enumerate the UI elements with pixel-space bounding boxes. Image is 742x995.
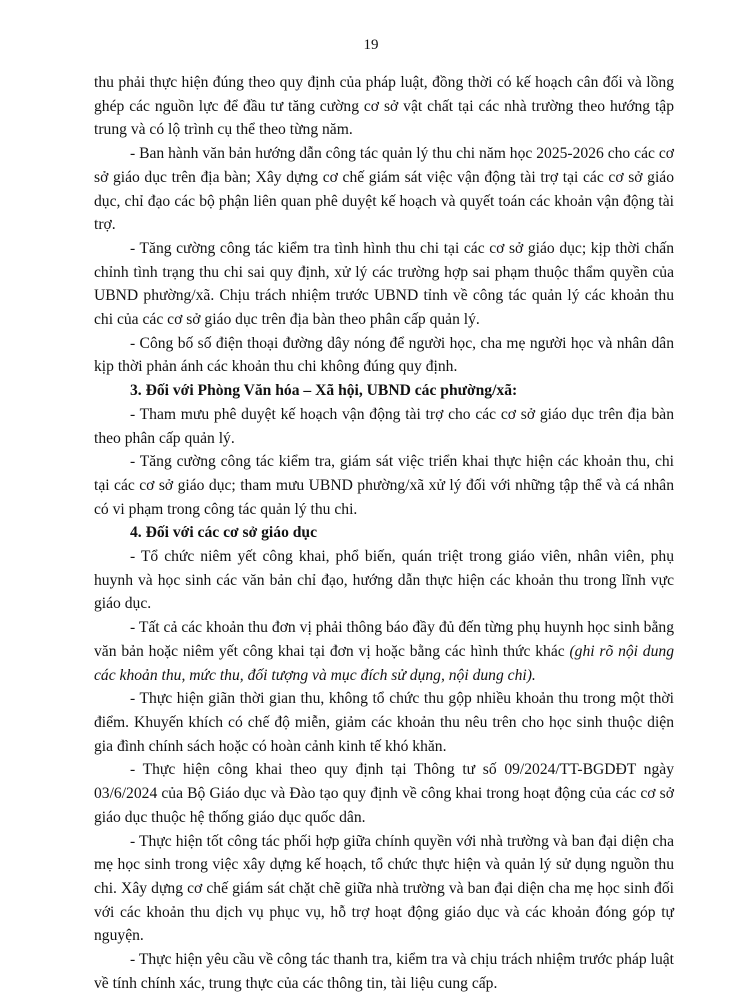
paragraph-hotline: - Công bố số điện thoại đường dây nóng để người học, cha mẹ người học và nhân dân kịp thời phản ánh các khoản thu chi không đúng quy định. xyxy=(94,334,674,376)
paragraph-continuation: thu phải thực hiện đúng theo quy định của pháp luật, đồng thời có kế hoạch cân đối và lồng ghép các nguồn lực để đầu tư tăng cường cơ sở vật chất tại các nhà trường theo hướng tập trung và có lộ trình cụ thể theo từng năm. xyxy=(94,74,674,139)
paragraph-public-disclosure: - Thực hiện công khai theo quy định tại Thông tư số 09/2024/TT-BGDĐT ngày 03/6/2024 của Bộ Giáo dục và Đào tạo quy định về công khai trong hoạt động của các cơ sở giáo dục thuộc hệ thống giáo dục quốc dân. xyxy=(94,761,674,826)
paragraph-inspection: - Tăng cường công tác kiểm tra tình hình thu chi tại các cơ sở giáo dục; kịp thời chấn chỉnh tình trạng thu chi sai quy định, xử lý các trường hợp sai phạm thuộc thẩm quyền của UBND phường/xã. Chịu trách nhiệm trước UBND tỉnh về công tác quản lý các khoản thu chi của các cơ sở giáo dục trên địa bàn theo phân cấp quản lý. xyxy=(94,239,674,329)
paragraph-public-posting: - Tổ chức niêm yết công khai, phổ biến, quán triệt trong giáo viên, nhân viên, phụ huynh và học sinh các văn bản chỉ đạo, hướng dẫn thực hiện các khoản thu trong lĩnh vực giáo dục. xyxy=(94,548,674,613)
document-body xyxy=(94,71,674,995)
section-heading-3: 3. Đối với Phòng Văn hóa – Xã hội, UBND các phường/xã: xyxy=(130,382,518,400)
fee-notification-note: (ghi rõ nội dung các khoản thu, mức thu, đối tượng và mục đích sử dụng, nội dung chi). xyxy=(94,642,674,684)
paragraph-coordination: - Thực hiện tốt công tác phối hợp giữa chính quyền với nhà trường và ban đại diện cha mẹ học sinh trong việc xây dựng kế hoạch, tổ chức thực hiện và quản lý sử dụng nguồn thu chi. Xây dựng cơ chế giám sát chặt chẽ giữa nhà trường và ban đại diện cha mẹ học sinh đối với các khoản thu dịch vụ phục vụ, hỗ trợ hoạt động giáo dục và các khoản đóng góp tự nguyện. xyxy=(94,832,674,945)
section-heading-4: 4. Đối với các cơ sở giáo dục xyxy=(130,524,318,542)
paragraph-supervision: - Tăng cường công tác kiểm tra, giám sát việc triển khai thực hiện các khoản thu, chi tại các cơ sở giáo dục; tham mưu UBND phường/xã xử lý đối với những tập thể và cá nhân có vi phạm trong công tác quản lý thu chi. xyxy=(94,453,674,518)
paragraph-guidance-document: - Ban hành văn bản hướng dẫn công tác quản lý thu chi năm học 2025-2026 cho các cơ sở giáo dục trên địa bàn; Xây dựng cơ chế giám sát việc vận động tài trợ tại các cơ sở giáo dục, chỉ đạo các bộ phận liên quan phê duyệt kế hoạch và quyết toán các khoản vận động tài trợ. xyxy=(94,145,674,234)
fee-notification-text: - Tất cả các khoản thu đơn vị phải thông báo đầy đủ đến từng phụ huynh học sinh bằng văn bản hoặc niêm yết công khai tại đơn vị hoặc bằng các hình thức khác xyxy=(94,619,674,660)
paragraph-collection-schedule: - Thực hiện giãn thời gian thu, không tổ chức thu gộp nhiều khoản thu trong một thời điểm. Khuyến khích có chế độ miễn, giảm các khoản thu nêu trên cho học sinh thuộc diện gia đình chính sách hoặc có hoàn cảnh kinh tế khó khăn. xyxy=(94,690,674,755)
page-number: 19 xyxy=(363,37,379,53)
paragraph-accountability: - Thực hiện yêu cầu về công tác thanh tra, kiểm tra và chịu trách nhiệm trước pháp luật về tính chính xác, trung thực của các thông tin, tài liệu cung cấp. xyxy=(94,951,674,992)
paragraph-sponsorship-plan: - Tham mưu phê duyệt kế hoạch vận động tài trợ cho các cơ sở giáo dục trên địa bàn theo phân cấp quản lý. xyxy=(94,405,674,447)
paragraph-fee-notification xyxy=(94,616,674,687)
